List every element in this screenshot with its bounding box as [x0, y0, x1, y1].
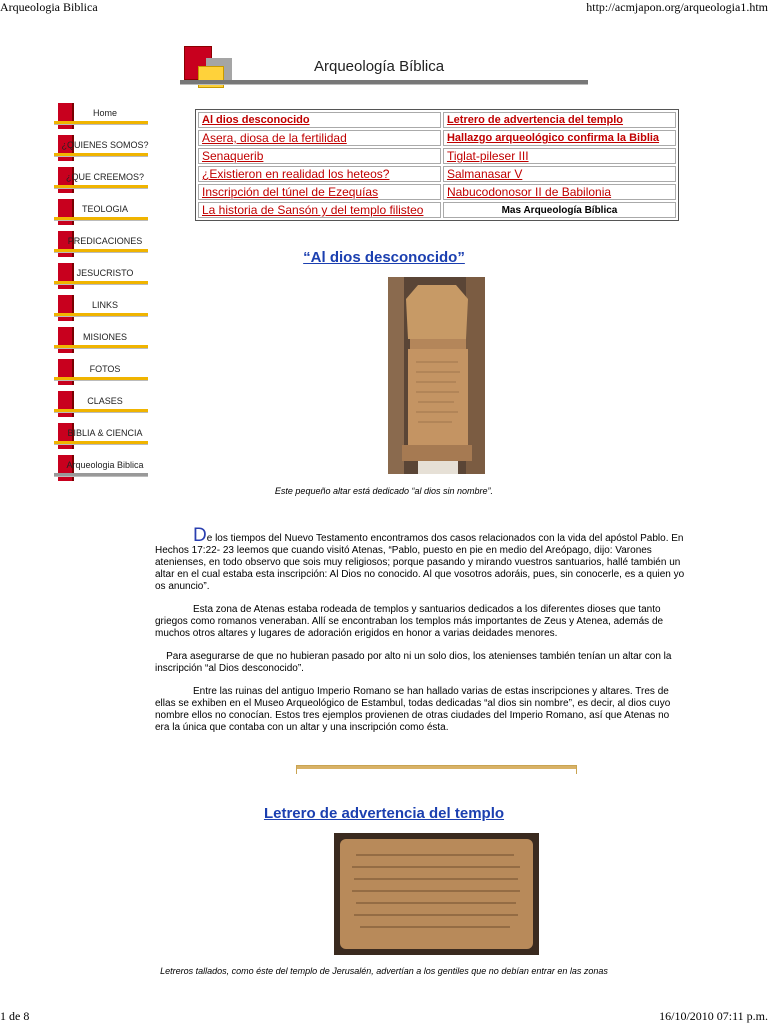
paragraph-2 [155, 604, 685, 640]
sidebar-item-fotos[interactable] [52, 356, 152, 388]
section-title-letrero[interactable]: Letrero de advertencia del templo [263, 805, 505, 822]
topic-link[interactable]: Inscripción del túnel de Ezequías [198, 184, 441, 200]
topic-link[interactable]: Hallazgo arqueológico confirma la Biblia [443, 130, 676, 146]
paragraph-2-text: Esta zona de Atenas estaba rodeada de templos y santuarios dedicados a los diferentes dioses que tanto griegos como romanos veneraban. Allí se encontraban los templos más importantes de Zeus y Atenea, además de muchos otros altares y lugares de adoración erigidos en honor a varias deidades menores. [155, 604, 664, 639]
altar-photo [388, 277, 485, 474]
print-page-number: 1 de 8 [0, 1009, 30, 1023]
sidebar-item-label: LINKS [91, 300, 118, 310]
altar-caption: Este pequeño altar está dedicado “al dios sin nombre”. [274, 486, 494, 496]
topic-link[interactable]: Letrero de advertencia del templo [443, 112, 676, 128]
more-archaeology-link[interactable]: Mas Arqueología Bíblica [443, 202, 676, 218]
sidebar-shade [54, 188, 148, 189]
sidebar-item-misiones[interactable] [52, 324, 152, 356]
sidebar-item-home[interactable] [52, 100, 152, 132]
sidebar-shade [54, 444, 148, 445]
sidebar-item-que-creemos[interactable] [52, 164, 152, 196]
print-header [0, 0, 768, 14]
sidebar-item-arqueologia[interactable] [52, 452, 152, 484]
sidebar-shade [54, 476, 148, 477]
topic-link[interactable]: ¿Existieron en realidad los heteos? [198, 166, 441, 182]
topic-link[interactable]: La historia de Sansón y del templo filisteo [198, 202, 441, 218]
paragraph-1-text: e los tiempos del Nuevo Testamento encontramos dos casos relacionados con la vida del apóstol Pablo. En Hechos 17:22- 23 leemos que cuando visitó Atenas, “Pablo, puesto en pie en medio del Areópago, dijo: Varones atenienses, en todo observo que sois muy religiosos; porque pasando y mirando vuestros santuarios, hallé también un altar en el cual estaba esta inscripción: Al Dios no conocido. Al que vosotros adoráis, pues, sin conocerle, es a quien yo os anuncio”. [155, 533, 685, 592]
topic-link[interactable]: Nabucodonosor II de Babilonia [443, 184, 676, 200]
print-page-title: Arqueologia Biblica [0, 0, 98, 14]
sidebar-shade [54, 124, 148, 125]
print-page-url: http://acmjapon.org/arqueologia1.htm [586, 0, 768, 14]
sidebar-shade [54, 156, 148, 157]
sidebar-item-label: ¿QUIENES SOMOS? [61, 140, 149, 150]
sidebar-item-quienes-somos[interactable] [52, 132, 152, 164]
sidebar-nav [52, 100, 152, 484]
site-banner [180, 46, 588, 86]
inscription-image [334, 833, 539, 955]
topic-link[interactable]: Salmanasar V [443, 166, 676, 182]
sidebar-shade [54, 284, 148, 285]
print-footer [0, 1008, 768, 1024]
sidebar-item-teologia[interactable] [52, 196, 152, 228]
divider-inner [297, 766, 576, 769]
topic-link[interactable]: Tiglat-pileser III [443, 148, 676, 164]
topic-links-table [195, 109, 679, 221]
sidebar-item-label: FOTOS [89, 364, 121, 374]
sidebar-item-label: MISIONES [82, 332, 127, 342]
sidebar-shade [54, 380, 148, 381]
paragraph-1 [155, 525, 685, 593]
topic-link[interactable]: Al dios desconocido [198, 112, 441, 128]
section-divider [296, 765, 577, 774]
paragraph-4 [155, 686, 685, 734]
sidebar-shade [54, 220, 148, 221]
sidebar-item-label: CLASES [87, 396, 123, 406]
topic-link[interactable]: Senaquerib [198, 148, 441, 164]
sidebar-item-label: ¿QUE CREEMOS? [65, 172, 144, 182]
sidebar-item-label: JESUCRISTO [76, 268, 134, 278]
banner-title: Arqueología Bíblica [314, 58, 445, 75]
drop-cap: D [193, 525, 207, 546]
sidebar-item-label: TEOLOGIA [81, 204, 128, 214]
sidebar-shade [54, 412, 148, 413]
sidebar-item-label: PREDICACIONES [67, 236, 143, 246]
section-title-al-dios[interactable]: “Al dios desconocido” [303, 249, 465, 266]
inscription-caption: Letreros tallados, como éste del templo de Jerusalén, advertían a los gentiles que no debían entrar en las zonas [160, 966, 608, 976]
paragraph-4-text: Entre las ruinas del antiguo Imperio Romano se han hallado varias de estas inscripciones y altares. Tres de ellas se exhiben en el Museo Arqueológico de Estambul, todas dedicadas “al dios sin nombre”, es decir, al dios cuyo nombre ellos no conocían. Estos tres ejemplos provienen de otras ciudades del Imperio Romano, así que Atenas no era la única que contaba con un altar y una inscripción como ésta. [155, 686, 671, 733]
sidebar-item-links[interactable] [52, 292, 152, 324]
altar-image [388, 277, 485, 474]
sidebar-item-biblia-ciencia[interactable] [52, 420, 152, 452]
sidebar-shade [54, 348, 148, 349]
paragraph-3-text: Para asegurarse de que no hubieran pasado por alto ni un solo dios, los atenienses también tenían un altar con la inscripción “al Dios desconocido”. [155, 651, 672, 674]
sidebar-item-clases[interactable] [52, 388, 152, 420]
banner-rule-shadow [180, 84, 588, 85]
sidebar-item-label: Arqueologia Biblica [66, 460, 144, 470]
sidebar-item-label: BIBLIA & CIENCIA [67, 428, 143, 438]
topic-link[interactable]: Asera, diosa de la fertilidad [198, 130, 441, 146]
article-body [155, 525, 685, 745]
print-datetime: 16/10/2010 07:11 p.m. [659, 1009, 768, 1023]
temple-warning-photo [334, 833, 539, 955]
paragraph-3 [155, 651, 685, 675]
sidebar-item-label: Home [92, 108, 117, 118]
sidebar-shade [54, 316, 148, 317]
